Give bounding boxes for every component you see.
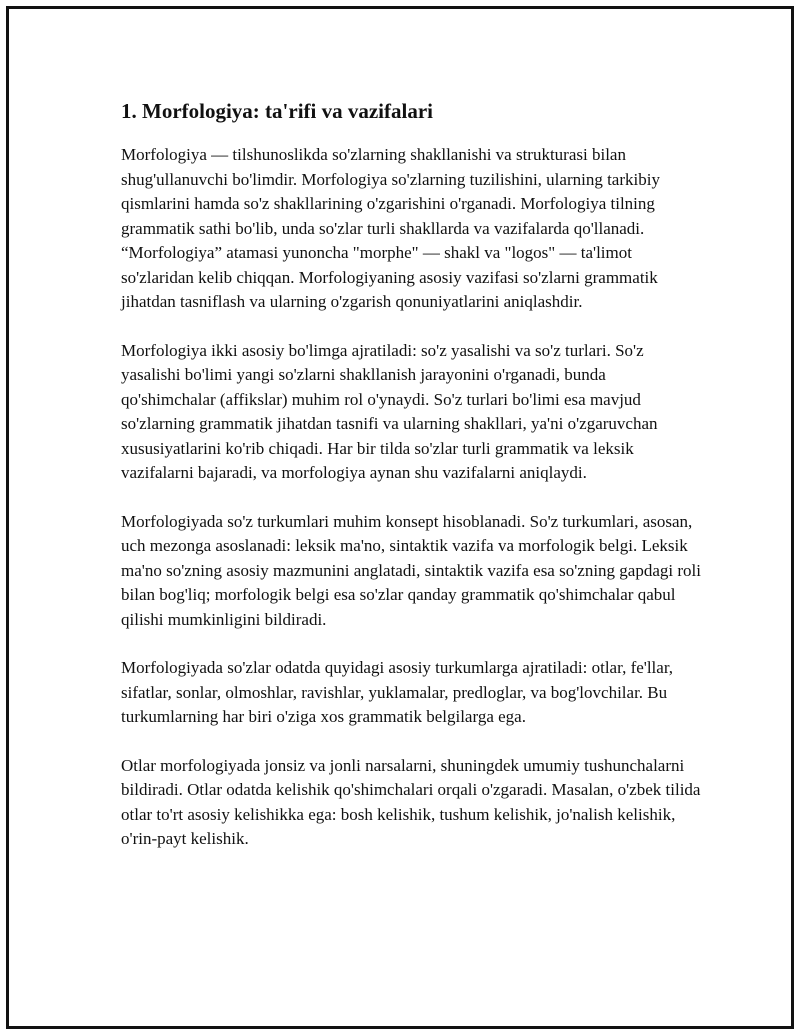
paragraph-2: Morfologiya ikki asosiy bo'limga ajratiladi: so'z yasalishi va so'z turlari. So'z yasalishi bo'limi yangi so'zlarni shakllanish jarayonini o'rganadi, bunda qo'shimchalar (affikslar) muhim rol o'ynaydi. So'z turlari bo'limi esa mavjud so'zlarning grammatik jihatdan tasnifi va ularning shakllari, ya'ni o'zgaruvchan xususiyatlarini ko'rib chiqadi. Har bir tilda so'zlar turli grammatik va leksik vazifalarni bajaradi, va morfologiya aynan shu vazifalarni aniqlaydi. — [121, 340, 658, 482]
paragraph-3: Morfologiyada so'z turkumlari muhim konsept hisoblanadi. So'z turkumlari, asosan, uch mezonga asoslanadi: leksik ma'no, sintaktik vazifa va morfologik belgi. Leksik ma'no so'zning asosiy mazmunini anglatadi, sintaktik vazifa esa so'zning gapdagi roli bilan bog'liq; morfologik belgi esa so'zlar qanday grammatik qo'shimchalar qabul qilishi mumkinligini bildiradi. — [121, 511, 701, 629]
paragraph-1: Morfologiya — tilshunoslikda so'zlarning shakllanishi va strukturasi bilan shug'ullanuvchi bo'limdir. Morfologiya so'zlarning tuzilishini, ularning tarkibiy qismlarini hamda so'z shakllarining o'zgarishini o'rganadi. Morfologiya tilning grammatik sathi bo'lib, unda so'zlar turli shakllarda va vazifalarda qo'llanadi. “Morfologiya” atamasi yunoncha "morphe" — shakl va "logos" — ta'limot so'zlaridan kelib chiqqan. Morfologiyaning asosiy vazifasi so'zlarni grammatik jihatdan tasniflash va ularning o'zgarish qonuniyatlarini aniqlashdir. — [121, 145, 660, 311]
document-content — [121, 97, 701, 876]
section-heading: 1. Morfologiya: ta'rifi va vazifalari — [121, 99, 433, 123]
paragraph-5: Otlar morfologiyada jonsiz va jonli narsalarni, shuningdek umumiy tushunchalarni bildiradi. Otlar odatda kelishik qo'shimchalari orqali o'zgaradi. Masalan, o'zbek tilida otlar to'rt asosiy kelishikka ega: bosh kelishik, tushum kelishik, jo'nalish kelishik, o'rin-payt kelishik. — [121, 755, 701, 848]
paragraph-4: Morfologiyada so'zlar odatda quyidagi asosiy turkumlarga ajratiladi: otlar, fe'llar, sifatlar, sonlar, olmoshlar, ravishlar, yuklamalar, predloglar, va bog'lovchilar. Bu turkumlarning har biri o'ziga xos grammatik belgilarga ega. — [121, 658, 674, 726]
document-page — [6, 6, 794, 1029]
